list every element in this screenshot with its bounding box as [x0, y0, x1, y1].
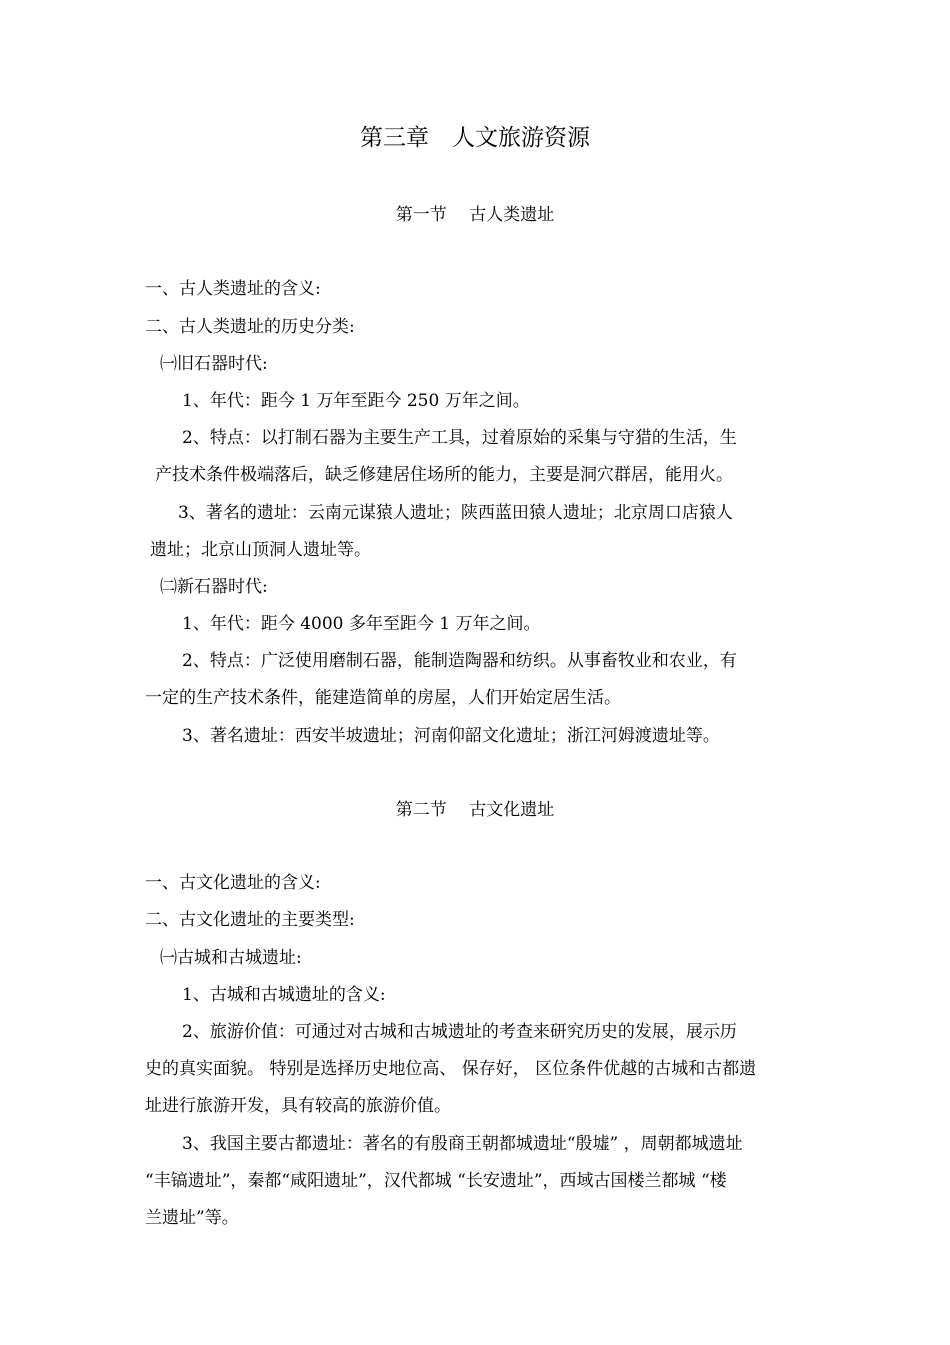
chapter-title: 第三章 人文旅游资源 — [360, 125, 590, 151]
paragraph-line: “丰镐遗址”，秦都“咸阳遗址”，汉代都城 “长安遗址”，西域古国楼兰都城 “楼 — [145, 1171, 727, 1191]
paragraph-line: 2、特点：广泛使用磨制石器，能制造陶器和纺织。从事畜牧业和农业，有 — [182, 651, 737, 671]
paragraph-line: 二、古人类遗址的历史分类: — [145, 317, 355, 337]
paragraph-line: 3、我国主要古都遗址：著名的有殷商王朝都城遗址“殷墟” ，周朝都城遗址 — [182, 1134, 743, 1154]
subheading: ㈠古城和古城遗址: — [160, 948, 302, 968]
paragraph-line: 1、年代：距今 1 万年至距今 250 万年之间。 — [182, 391, 530, 411]
paragraph-line: 址进行旅游开发，具有较高的旅游价值。 — [145, 1096, 451, 1116]
paragraph-line: 史的真实面貌。 特别是选择历史地位高、 保存好， 区位条件优越的古城和古都遗 — [145, 1059, 757, 1079]
paragraph-line: 2、特点：以打制石器为主要生产工具，过着原始的采集与守猎的生活，生 — [182, 428, 737, 448]
paragraph-line: 2、旅游价值：可通过对古城和古城遗址的考查来研究历史的发展，展示历 — [182, 1022, 737, 1042]
paragraph-line: 3、著名的遗址：云南元谋猿人遗址；陕西蓝田猿人遗址；北京周口店猿人 — [178, 503, 733, 523]
paragraph-line: 遗址；北京山顶洞人遗址等。 — [150, 540, 371, 560]
paragraph-line: 1、古城和古城遗址的含义: — [182, 985, 386, 1005]
paragraph-line: 一、古文化遗址的含义: — [145, 873, 321, 893]
paragraph-line: 3、著名遗址：西安半坡遗址；河南仰韶文化遗址；浙江河姆渡遗址等。 — [182, 726, 720, 746]
paragraph-line: 产技术条件极端落后，缺乏修建居住场所的能力，主要是洞穴群居，能用火。 — [155, 465, 733, 485]
section-title: 第二节 古文化遗址 — [395, 800, 555, 820]
paragraph-line: 1、年代：距今 4000 多年至距今 1 万年之间。 — [182, 614, 541, 634]
paragraph-line: 一、古人类遗址的含义: — [145, 279, 321, 299]
paragraph-line: 一定的生产技术条件，能建造简单的房屋，人们开始定居生活。 — [145, 688, 621, 708]
subheading: ㈠旧石器时代: — [160, 354, 268, 374]
subheading: ㈡新石器时代: — [160, 577, 268, 597]
section-title: 第一节 古人类遗址 — [395, 205, 555, 225]
paragraph-line: 二、古文化遗址的主要类型: — [145, 910, 355, 930]
paragraph-line: 兰遗址”等。 — [145, 1208, 239, 1228]
